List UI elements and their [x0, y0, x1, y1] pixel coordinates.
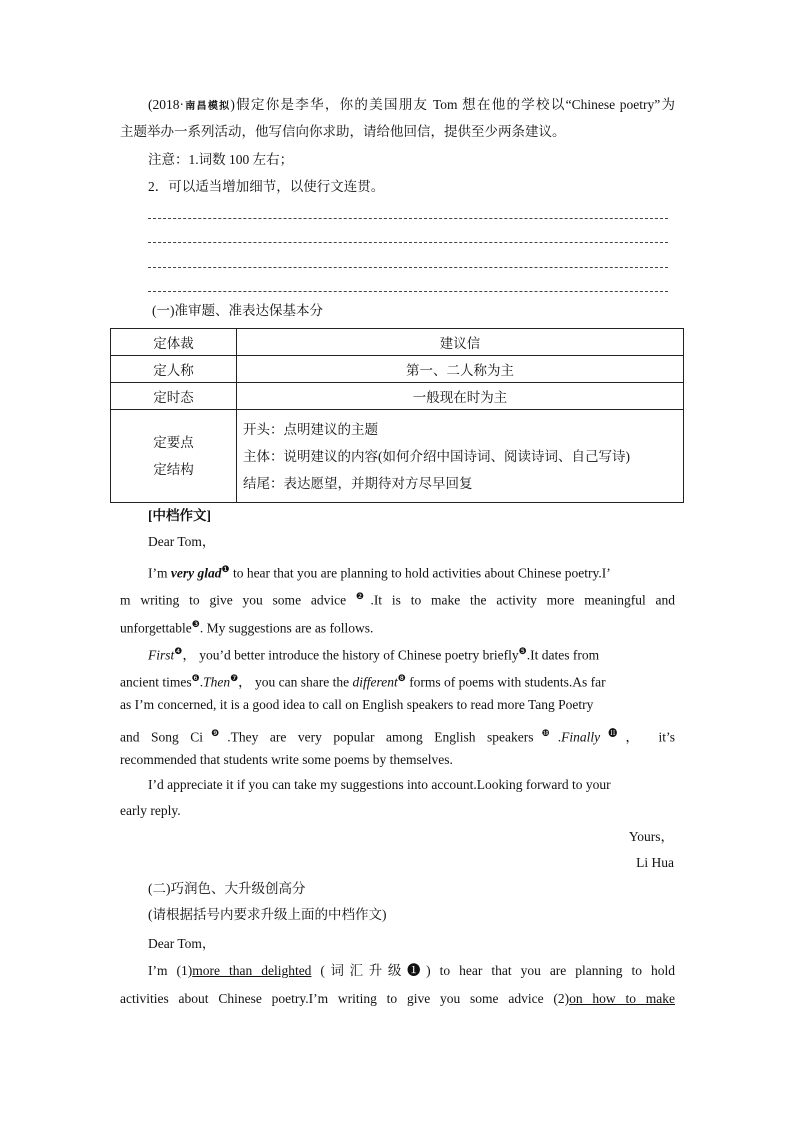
essay-line: First$^❹$， you’d better introduce the history of Chinese poetry briefly$^❺$.It dates from	[148, 646, 600, 663]
answer-line	[148, 218, 668, 219]
essay-line: I’m very glad$^❶$ to hear that you are planning to hold activities about Chinese poetry.I’	[148, 564, 611, 581]
structure-item: 开头：点明建议的主题	[243, 421, 378, 437]
essay-line: unforgettable$^❸$. My suggestions are as follows.	[120, 619, 374, 636]
table-label: 定人称	[111, 356, 237, 383]
table-label: 定时态	[111, 383, 237, 410]
answer-blank[interactable]: more than delighted	[192, 963, 312, 978]
source-region: 南昌模拟	[184, 101, 231, 112]
marker: ❷	[355, 591, 371, 601]
section2-instruction: (请根据括号内要求升级上面的中档作文)	[148, 907, 387, 922]
section2-greeting: Dear Tom，	[148, 936, 216, 951]
answer-line	[148, 267, 668, 268]
note-2: 2．可以适当增加细节，以使行文连贯。	[148, 179, 385, 194]
table-value: 一般现在时为主	[237, 383, 684, 410]
table-label: 定结构	[153, 462, 194, 477]
prompt-text-1: )假定你是李华，你的美国朋友 Tom 想在他的学校以“Chinese poetry”为	[230, 97, 676, 112]
structure-item: 结尾：表达愿望，并期待对方尽早回复	[243, 475, 473, 491]
essay-line: ancient times$^❻$.Then$^❼$， you can share the different$^❽$ forms of poems with students.As far	[120, 673, 606, 690]
table-label: 定要点	[153, 435, 194, 450]
marker: ❻	[191, 673, 200, 683]
table-value: 第一、二人称为主	[237, 356, 684, 383]
highlight-phrase: different	[352, 674, 398, 690]
table-value: 建议信	[237, 329, 684, 356]
essay-line: and Song $Ci^❾.They$ are very popular among English speakers$^❿$.Finally⓫， it’s	[120, 728, 675, 745]
signature: Li Hua	[636, 855, 674, 870]
marker: ❺	[518, 646, 527, 656]
marker: ❾	[202, 728, 228, 738]
structure-cell	[237, 410, 684, 503]
essay-greeting: Dear Tom，	[148, 534, 216, 549]
marker: ❿	[533, 728, 558, 738]
highlight-phrase: First	[148, 647, 175, 663]
answer-line	[148, 291, 668, 292]
structure-item: 主体：说明建议的内容(如何介绍中国诗词、阅读诗词、自己写诗)	[243, 448, 630, 464]
table-row	[111, 410, 684, 503]
source-tag: 2018·	[152, 97, 184, 112]
marker: ❹	[174, 646, 183, 656]
table-row	[111, 383, 684, 410]
highlight-phrase: Finally	[561, 729, 601, 745]
closing: Yours，	[628, 829, 674, 844]
answer-blank[interactable]: on how to make	[569, 991, 675, 1006]
essay-line: recommended that students write some poems by themselves.	[120, 752, 453, 767]
marker: ❽	[397, 673, 406, 683]
essay-line: early reply.	[120, 803, 181, 818]
essay-line: as I’m concerned, it is a good idea to call on English speakers to read more Tang Poetry	[120, 697, 594, 712]
section2-title: (二)巧润色、大升级创高分	[148, 881, 306, 896]
table-row	[111, 356, 684, 383]
marker: ⓫	[600, 728, 626, 738]
marker: ❸	[191, 619, 200, 629]
upgrade-line: I’m (1)more than delighted (词汇升级❶) to hear that you are planning to hold	[148, 963, 676, 978]
table-label: 定体裁	[111, 329, 237, 356]
analysis-table	[110, 328, 684, 503]
table-label-structure	[111, 410, 237, 503]
upgrade-line: activities about Chinese poetry.I’m writing to give you some advice (2)on how to make	[120, 991, 675, 1006]
highlight-phrase: Then	[203, 674, 231, 690]
marker: ❼	[230, 673, 239, 683]
essay-heading: [中档作文]	[148, 508, 211, 523]
note-1: 注意：1.词数 100 左右；	[148, 152, 294, 167]
marker: ❶	[407, 963, 427, 978]
essay-line: m writing to give you some advice $^❷$.It is to make the activity more meaningful and	[120, 591, 675, 608]
answer-line	[148, 242, 668, 243]
task-prompt-line1: (2018·南昌模拟)假定你是李华，你的美国朋友 Tom 想在他的学校以“Chinese poetry”为	[148, 97, 676, 112]
section1-title: (一)准审题、准表达保基本分	[152, 303, 323, 318]
essay-line: I’d appreciate it if you can take my suggestions into account.Looking forward to your	[148, 777, 611, 792]
marker: ❶	[221, 564, 230, 574]
task-prompt-line2: 主题举办一系列活动，他写信向你求助，请给他回信，提供至少两条建议。	[120, 124, 566, 139]
table-row	[111, 329, 684, 356]
highlight-phrase: very glad	[170, 565, 222, 581]
